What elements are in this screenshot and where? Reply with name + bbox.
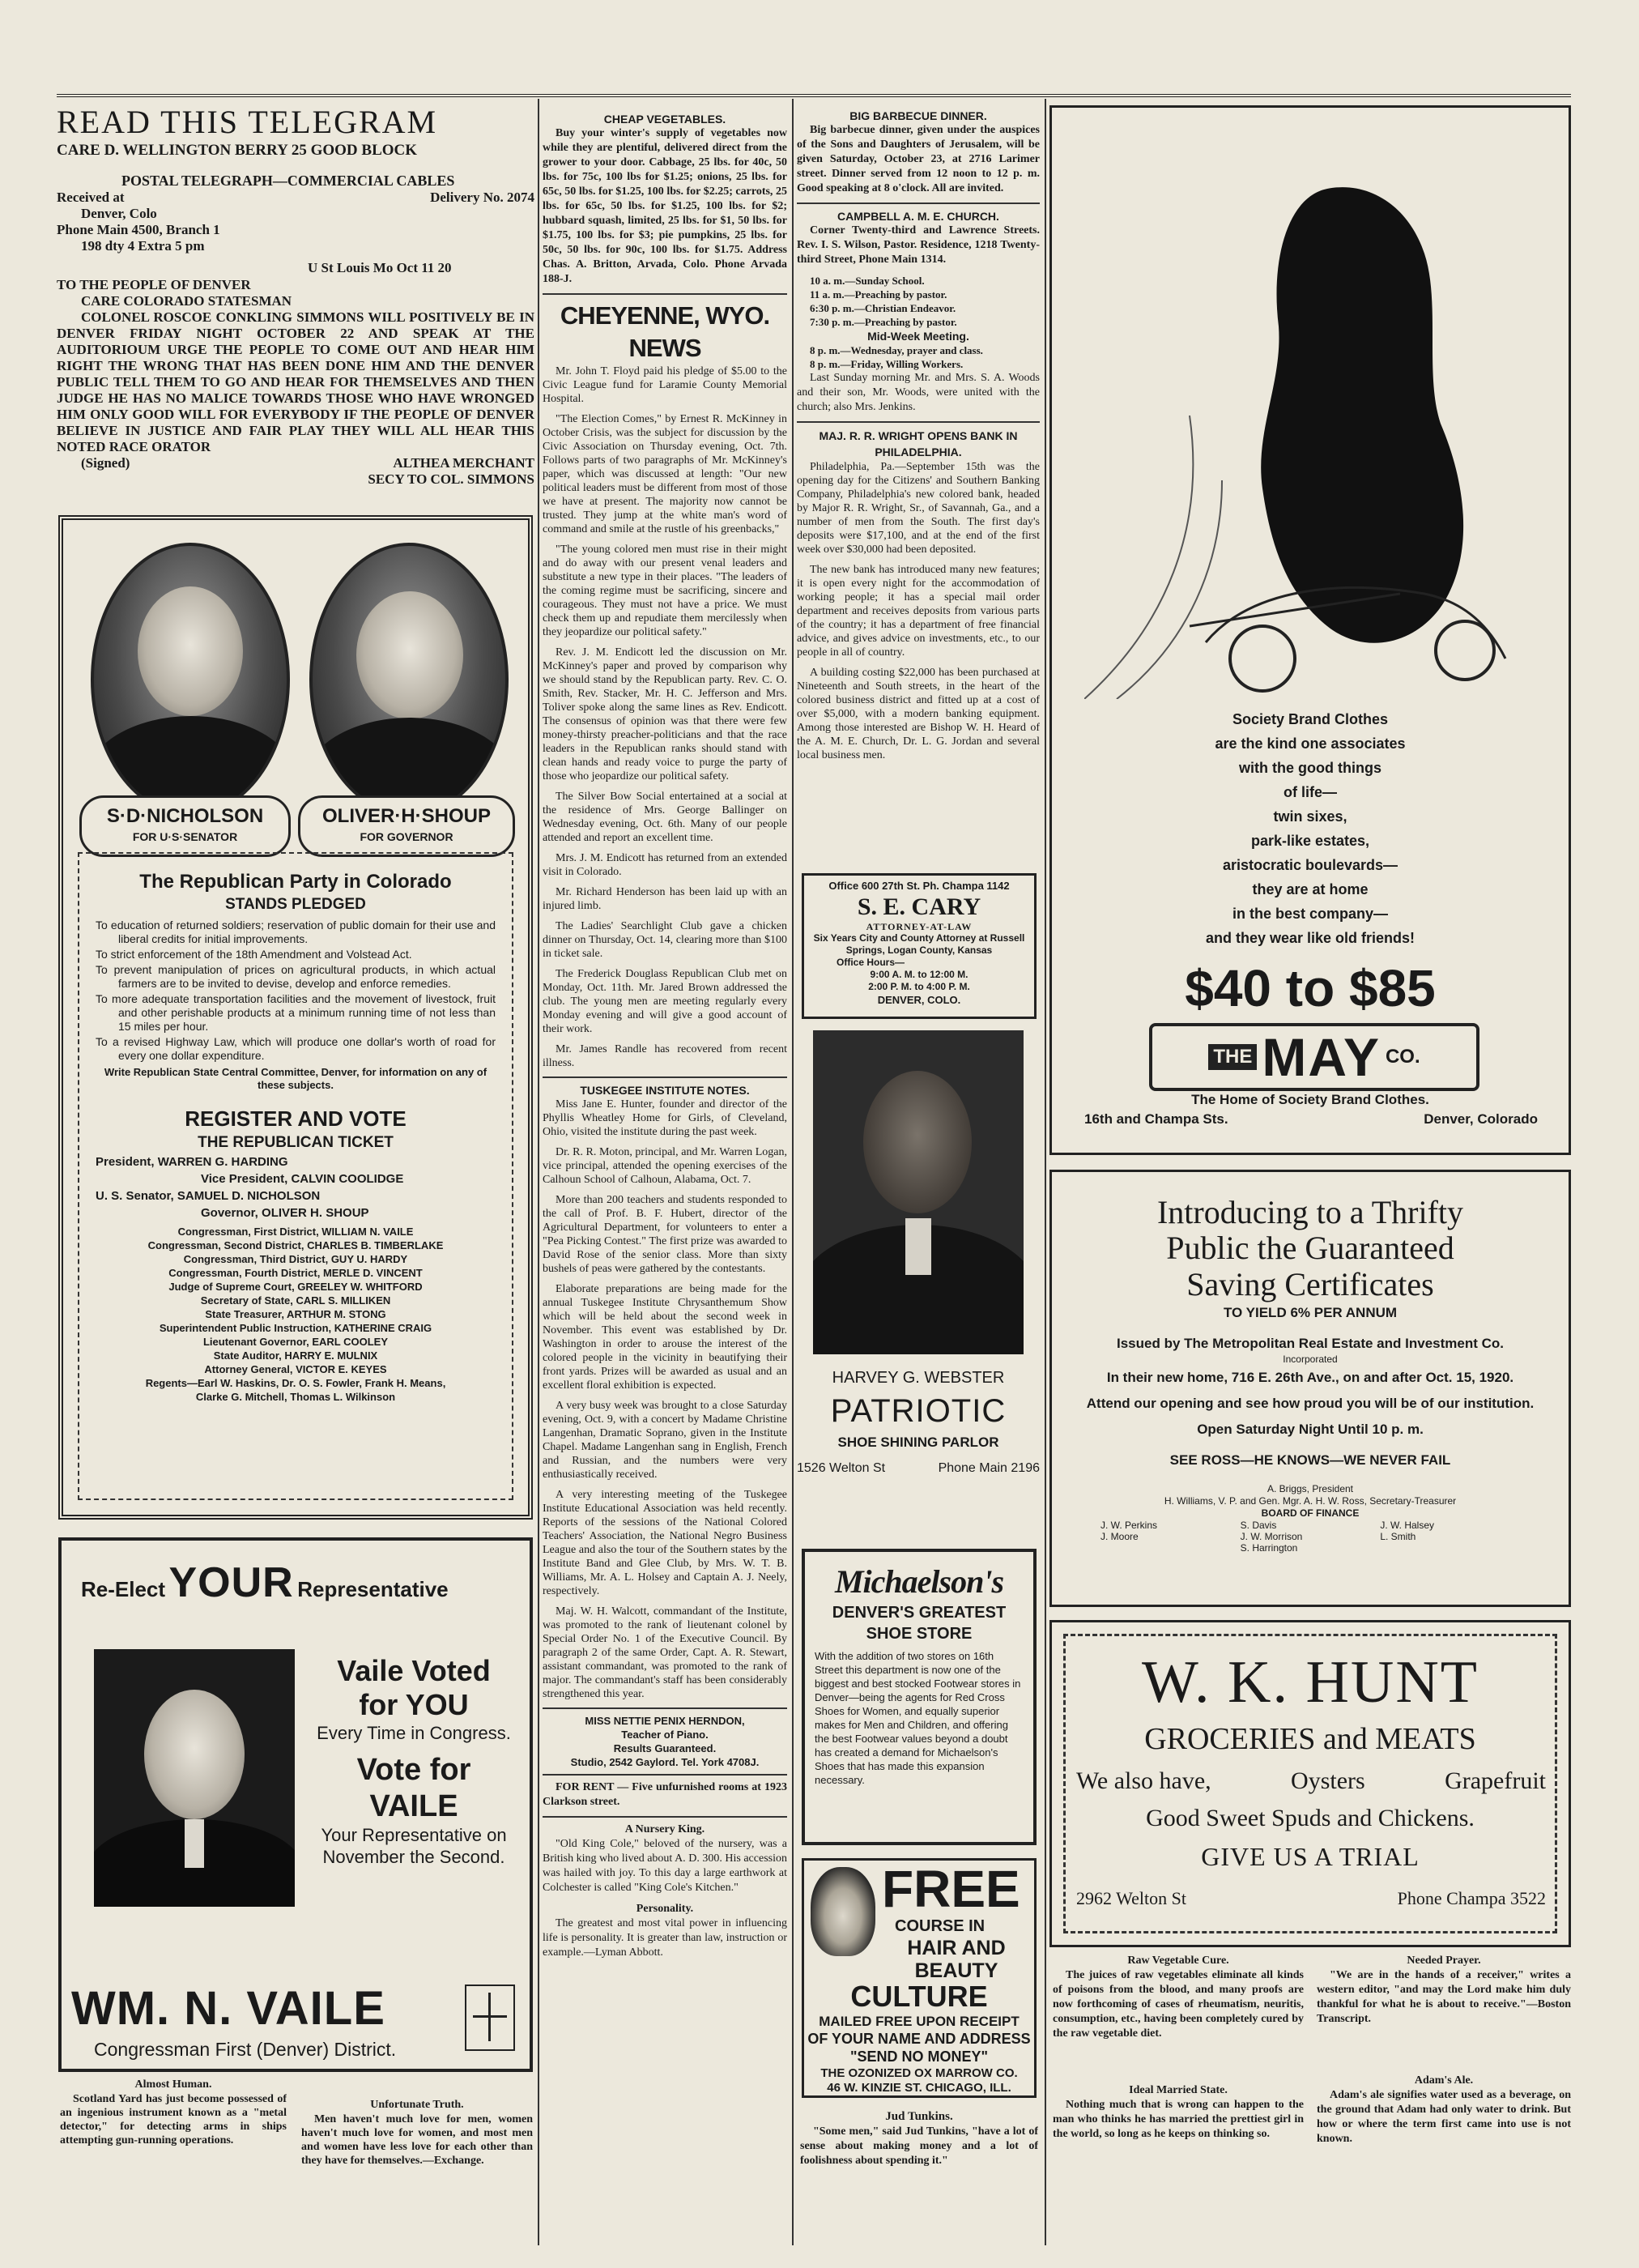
officer-item: Regents—Earl W. Haskins, Dr. O. S. Fowler, Frank H. Means, [145,1377,446,1389]
officer-item: Congressman, First District, WILLIAM N. VAILE [177,1226,414,1238]
new-home: In their new home, 716 E. 26th Ave., on and after Oct. 15, 1920. [1106,1370,1514,1385]
webster-ad [797,1030,1040,1565]
hunt-addr: 2962 Welton St [1076,1888,1186,1908]
jud-title: Jud Tunkins. [885,2110,953,2123]
senator: U. S. Senator, SAMUEL D. NICHOLSON [96,1189,321,1203]
almost-human [60,2078,287,2240]
vaile-text [304,1654,523,1868]
top-rule [57,94,1571,97]
midweek-text: Last Sunday morning Mr. and Mrs. S. A. Woods and their son, Mr. Woods, were united with the church; also Mrs. Jenkins. [797,372,1040,413]
prayer-text: "We are in the hands of a receiver," writes a western editor, "and may the Lord make him duly thankful for what he is about to receive."—Boston Transcript. [1317,1969,1571,2025]
cheyenne-paragraph: Mr. John T. Floyd paid his pledge of $5.00 to the Civic League fund for Laramie County Memorial Hospital. [543,365,787,405]
shoup-banner [298,795,515,857]
cary-h2: 2:00 P. M. to 4:00 P. M. [868,981,970,992]
woman-illustration [811,1867,875,1956]
briggs: A. Briggs, President [1266,1483,1354,1494]
pledge-item: To a revised Highway Law, which will produce one dollar's worth of road for every one dollar expenditure. [96,1035,496,1062]
midweek-item: 8 p. m.—Friday, Willing Workers. [810,358,964,370]
attend: Attend our opening and see how proud you will be of our institution. [1086,1396,1535,1411]
wright-paragraph: The new bank has introduced many new features; it is open every night for the accommodation of working people; it has a special mail order department and receives deposits from various parts of the country; it has a department of free financial advice, and gives advice on investments, etc., to our people in all of country. [797,564,1040,659]
cary-city: DENVER, COLO. [877,994,961,1006]
truth-text: Men haven't much love for men, women haven't much love for women, and most men and women have less love for each other than they have for themselves.—Exchange. [301,2113,533,2167]
board-member: S. Harrington [1240,1542,1298,1554]
banner-left: S·D·NICHOLSON [106,805,264,827]
republican-body [96,870,496,1404]
tuskegee-paragraph: Maj. W. H. Walcott, commandant of the Institute, was promoted to the rank of lieutenant colonel by Special Order No. 1 of the Executive Council. By paragraph 2 of the same Order, Capt. A. R. Stewart, assistant commandant, was promoted to the rank of major. The commandant's staff has been considerably strengthened this year. [543,1605,787,1700]
ale-text: Adam's ale signifies water used as a beverage, on the ground that Adam had only water to drink. But how or where the term first came into use is not known. [1317,2089,1571,2145]
society-brand-line: are the kind one associates [1215,735,1406,752]
may-city: Denver, Colorado [1424,1111,1538,1127]
incorporated: Incorporated [1283,1354,1338,1365]
mailed-free: MAILED FREE UPON RECEIPT [819,2014,1020,2029]
tuskegee-paragraph: A very busy week was brought to a close Saturday evening, Oct. 9, with a concert by Madame Christine Langenhan, Dramatic Soprano, given in the Institute Chapel. Madame Langenhan sang in English, French and Russian, and the numbers were very enthusiastically received. [543,1400,787,1481]
board-member: J. W. Morrison [1240,1531,1303,1542]
hunt-spuds: Spuds and Chickens. [1271,1805,1475,1831]
truth-title: Unfortunate Truth. [370,2099,464,2111]
webster-addr: 1526 Welton St [797,1461,886,1475]
society-brand-copy [1052,707,1569,950]
representative: Representative [297,1577,449,1601]
pledge-item: To strict enforcement of the 18th Amendment and Volstead Act. [96,948,412,961]
column-rule [792,99,794,2245]
michaelson-name: Michaelson's [834,1563,1004,1600]
may-co: CO. [1385,1046,1420,1068]
pledge-item: To education of returned soldiers; reservation of public domain for their use and liberal credits for initial improvements. [96,919,496,945]
mich-text: With the addition of two stores on 16th Street this department is now one of the biggest and best stocked Footwear stores in Denver—being the agents for Red Cross Shoes for Women, and equally superior makes for Men and Children, and offering the best Footwear values beyond a doubt has created a demand for Michaelson's Shoes that has made this expansion necessary. [815,1650,1021,1786]
officer-item: State Treasurer, ARTHUR M. STONG [205,1308,386,1320]
webster-phone: Phone Main 2196 [938,1461,1040,1475]
hair-beauty: HAIR AND BEAUTY [907,1937,1006,1982]
telegram-received-row [57,190,534,206]
vaile-ad [58,1537,533,2072]
mich-sub1: DENVER'S GREATEST [832,1604,1007,1622]
officer-item: Secretary of State, CARL S. MILLIKEN [200,1294,391,1307]
thrift3: Saving Certificates [1186,1266,1434,1302]
telegram-dty: 198 dty 4 Extra 5 pm [81,238,205,254]
bbq-text: Big barbecue dinner, given under the auspices of the Sons and Daughters of Jerusalem, will be given Saturday, October 23, at 2716 Larimer street. Dinner served from 12 noon to 12 p. m. Good speaking at 8 o'clock. All are invited. [797,124,1040,194]
wright-article [797,460,1040,762]
your: YOUR [168,1559,294,1606]
wright-paragraph: A building costing $22,000 has been purchased at Nineteenth and South streets, in the heart of the colored business district and fitted up at a cost of over $5,000, with a modern banking equipment. Among those interested are Bishop W. H. Heard of the A. M. E. Church, Dr. L. G. Jordan and several local business men. [797,667,1040,761]
telegram-article [57,104,534,505]
telegram-message: COLONEL ROSCOE CONKLING SIMMONS WILL POSITIVELY BE IN DENVER FRIDAY NIGHT OCTOBER 22 AND SPEAK AT THE AUDITORIOUM URGE THE PEOPLE TO COME OUT AND HEAR HIM RIGHT THE WRONG THAT HAS BEEN DONE HIM AND THE DENVER PUBLIC TELL THEM TO GO AND HEAR FOR THEMSELVES AND THEN JUDGE HE HAS NO MALICE TOWARDS THOSE WHO HAVE WRONGED HIM ONLY GOOD WILL FOR EVERYBODY IF THE PEOPLE OF DENVER BELIEVE IN JUSTICE AND FAIR PLAY THEY WILL ALL HEAR THIS NOTED RACE ORATOR [57,309,534,454]
webster-title: PATRIOTIC [830,1393,1007,1429]
officer-item: Clarke G. Mitchell, Thomas L. Wilkinson [195,1391,396,1403]
telegram-to2: CARE COLORADO STATESMAN [81,293,292,309]
cheyenne-title: CHEYENNE, WYO. NEWS [560,301,770,362]
officer-item: Attorney General, VICTOR E. KEYES [204,1363,387,1375]
webster-name: HARVEY G. WEBSTER [832,1369,1005,1387]
thrift2: Public the Guaranteed [1166,1230,1454,1266]
republican-title: The Republican Party in Colorado [139,871,452,893]
officer-item: Lieutenant Governor, EARL COOLEY [202,1336,388,1348]
vaile-name: WM. N. VAILE [71,1982,385,2035]
veg-title: CHEAP VEGETABLES. [603,113,726,126]
telegram-phone: Phone Main 4500, Branch 1 [57,222,220,237]
voted2: for YOU [359,1688,469,1721]
jud-tunkins [800,2109,1038,2247]
adams-ale [1317,2074,1571,2244]
society-brand-line: Society Brand Clothes [1232,711,1389,727]
officer-item: Superintendent Public Instruction, KATHERINE CRAIG [159,1322,432,1334]
tuskegee-paragraph: Dr. R. R. Moton, principal, and Mr. Warren Logan, vice principal, attended the opening exercises of the Calhoun School of Calhoun, Alabama, Oct. 7. [543,1146,787,1186]
church-schedule [797,274,1040,329]
cheyenne-paragraph: "The young colored men must rise in their might and do away with our present venal leaders and substitute a new type in their places. "The leaders of the coming regime must be sacrificing, sincere and courageous. They must not have a price. We must check them up and repudiate them mercilessly when they jeopardize our political safety." [543,544,787,638]
telegram-place: Denver, Colo [81,206,157,221]
mich-sub2: SHOE STORE [866,1625,973,1643]
send-no-money: "SEND NO MONEY" [849,2048,989,2065]
telegram-sign-row [57,455,534,471]
midweek-title: Mid-Week Meeting. [867,330,969,343]
may-addr-row [1084,1111,1538,1128]
see-ross: SEE ROSS—HE KNOWS—WE NEVER FAIL [1169,1452,1451,1468]
board-member: J. W. Halsey [1380,1520,1435,1531]
telegram-to1: TO THE PEOPLE OF DENVER [57,277,251,292]
midweek-items [797,343,1040,371]
pledge-item: To prevent manipulation of prices on agricultural products, in which actual farmers are to be invited to devise, develop and enforce remedies. [96,963,496,990]
schedule-item: 6:30 p. m.—Christian Endeavor. [810,302,956,314]
officer-item: Congressman, Third District, GUY U. HARDY [183,1253,408,1265]
needed-prayer [1317,1954,1571,2067]
raw-vegetable [1053,1954,1304,2075]
banner-right-sub: FOR GOVERNOR [360,830,453,843]
may-home: The Home of Society Brand Clothes. [1191,1092,1429,1107]
society-brand-line: with the good things [1239,760,1381,776]
cheyenne-paragraph: Rev. J. M. Endicott led the discussion on Mr. McKinney's paper and proved by comparison why we should stand by the Republican party. Rev. C. O. Smith, Rev. Stacker, Mr. H. C. Jefferson and Mrs. Toliver spoke along the same lines as Rev. Endicott. The consensus of opinion was that there were few money-thirsty preacher-politicians and that the race leaders in the Republican ranks should stand with clean hands and ready voice to purge the party of those who jeopardize our political safety. [543,646,787,782]
michaelson-ad [802,1549,1037,1845]
cary-h1: 9:00 A. M. to 12:00 M. [870,969,968,980]
cary-office: Office 600 27th St. Ph. Champa 1142 [828,880,1010,892]
hunt-name: W. K. HUNT [1141,1649,1479,1716]
tuskegee-paragraph: More than 200 teachers and students responded to the call of Prof. B. F. Hubert, director of the Agricultural Department, for volunteers to enter a "Pea Picking Contest." The first prize was awarded to David Rose of the senior class. More than sixty bushels of peas were gathered by the contestants. [543,1194,787,1275]
telegram-sig1: ALTHEA MERCHANT [393,455,534,471]
ticket: THE REPUBLICAN TICKET [198,1134,394,1151]
almost-text: Scotland Yard has just become possessed of an ingenious instrument known as a "metal detector," for detecting arms in ships attempting gun-running operations. [60,2093,287,2146]
cheyenne-paragraph: Mr. Richard Henderson has been laid up with an injured limb. [543,886,787,912]
open-saturday: Open Saturday Night Until 10 p. m. [1197,1422,1424,1437]
hunt-also: We also have, [1076,1767,1211,1794]
may-co-ad [1049,105,1571,1155]
every-time: Every Time in Congress. [317,1723,511,1743]
culture: CULTURE [850,1980,988,2013]
vaile-portrait [94,1649,295,1907]
nicholson-portrait [91,543,290,816]
nicholson-banner [79,795,291,857]
thrift1: Introducing to a Thrifty [1156,1194,1464,1230]
prayer-title: Needed Prayer. [1407,1955,1481,1967]
cary-hours: Office Hours— [837,957,905,968]
kinzie: 46 W. KINZIE ST. CHICAGO, ILL. [827,2081,1011,2095]
officer-item: Judge of Supreme Court, GREELEY W. WHITFORD [168,1281,423,1293]
society-brand-line: of life— [1284,784,1337,800]
cheyenne-paragraph: "The Election Comes," by Ernest R. McKinney in October Crisis, was the subject for discussion by the Civic Association on Thursday evening, Oct. 7th. Follows parts of two paragraphs of Mr. McKinney's paper, which was discussed at length: "Our new political leaders must be different from most of those we have at present. The majority now cannot be trusted. They jump at the white man's word of command and smile at the rustle of his greenbacks," [543,413,787,535]
reelect-row [81,1558,518,1607]
society-brand-line: park-like estates, [1250,833,1370,849]
cary-title: ATTORNEY-AT-LAW [866,921,973,932]
tuskegee-notes [543,1098,787,1701]
may-the: THE [1208,1044,1257,1070]
column-rule [1045,99,1046,2245]
price: $40 to $85 [1185,959,1436,1017]
banner-right: OLIVER·H·SHOUP [321,805,491,827]
jud-text: "Some men," said Jud Tunkins, "have a lot of sense about making money and a lot of foolishness about spending it." [800,2125,1038,2167]
personality-title: Personality. [636,1903,694,1915]
hunt-good: Good Sweet [1146,1805,1266,1831]
cheyenne-paragraph: Mr. James Randle has recovered from recent illness. [543,1043,787,1069]
married-text: Nothing much that is wrong can happen to the man who thinks he has married the prettiest girl in the world, so long as he keeps on thinking so. [1053,2099,1304,2140]
campbell-title: CAMPBELL A. M. E. CHURCH. [837,210,999,223]
may-addr: 16th and Champa Sts. [1084,1111,1228,1127]
telegram-sig2: SECY TO COL. SIMMONS [368,471,534,487]
column-2 [543,112,787,2250]
register-vote: REGISTER AND VOTE [185,1106,407,1131]
free-course-ad [802,1858,1037,2098]
republican-ad [58,515,533,1520]
board-names [1052,1520,1569,1554]
president: President, WARREN G. HARDING [96,1155,288,1169]
society-brand-line: twin sixes, [1273,808,1347,825]
cheyenne-paragraph: The Ladies' Searchlight Club gave a chicken dinner on Thursday, Oct. 14, clearing more than $100 in ticket sale. [543,920,787,960]
may-name: MAY [1262,1027,1381,1087]
board-member [1100,1542,1241,1554]
telegram-signed: (Signed) [81,455,130,471]
tuskegee-paragraph: Miss Jane E. Hunter, founder and director of the Phyllis Wheatley Home for Girls, of Cleveland, Ohio, visited the institute during the past week. [543,1098,787,1138]
tuskegee-paragraph: A very interesting meeting of the Tuskegee Institute Educational Association was held recently. Reports of the sessions of the National Colored Teachers' Association, the National Negro Business League and also the tour of the Southern states by the Institute Band and Glee Club, by Mrs. W. T. B. Williams, Mr. A. L. Holsey and Captain A. J. Neely, respectively. [543,1489,787,1597]
yield: TO YIELD 6% PER ANNUM [1223,1305,1398,1320]
cheyenne-paragraph: The Silver Bow Social entertained at a social at the residence of Mrs. George Ballinger on Wednesday evening, Oct. 6th. Many of our people attended and report an excellent time. [543,791,787,844]
piano-line4: Studio, 2542 Gaylord. Tel. York 4708J. [570,1756,760,1768]
married-title: Ideal Married State. [1129,2084,1228,2096]
board-member: L. Smith [1380,1531,1416,1542]
board-member: J. W. Perkins [1100,1520,1158,1531]
officers-line: H. Williams, V. P. and Gen. Mgr. A. H. W. Ross, Secretary-Treasurer [1164,1495,1457,1507]
may-logo [1149,1023,1479,1091]
bbq-title: BIG BARBECUE DINNER. [849,109,987,122]
hunt-phone: Phone Champa 3522 [1397,1888,1546,1908]
schedule-item: 7:30 p. m.—Preaching by pastor. [810,316,957,328]
hunt-good-row [1052,1802,1569,1835]
reelect: Re-Elect [81,1577,166,1601]
vaile-short: VAILE [369,1789,458,1823]
thrift-ad [1049,1170,1571,1607]
ballot-box [465,1985,515,2051]
telegram-delivery: Delivery No. 2074 [430,190,534,205]
issued: Issued by The Metropolitan Real Estate and Investment Co. [1117,1336,1504,1351]
society-brand-line: in the best company— [1232,906,1389,922]
piano-line1: MISS NETTIE PENIX HERNDON, [585,1715,745,1727]
cheyenne-news [543,364,787,1070]
vice-president: Vice President, CALVIN COOLIDGE [201,1172,404,1186]
raw-text: The juices of raw vegetables eliminate all kinds of poisons from the blood, and many proofs are now forthcoming of cases of rheumatism, neuritis, consumption, etc., having been completely cured by the raw vegetable diet. [1053,1969,1304,2040]
column-3-top [797,109,1040,870]
cary-name: S. E. CARY [857,893,981,920]
hunt-trial: GIVE US A TRIAL [1201,1842,1420,1871]
ozonized: THE OZONIZED OX MARROW CO. [820,2066,1018,2080]
society-brand-line: they are at home [1252,881,1369,897]
cary-text: Six Years City and County Attorney at Russell Springs, Logan County, Kansas [813,932,1025,956]
telegram-care: CARE D. WELLINGTON BERRY 25 GOOD BLOCK [57,142,418,159]
cheyenne-paragraph: Mrs. J. M. Endicott has returned from an extended visit in Colorado. [543,852,787,878]
pledge-item: To more adequate transportation facilities and the movement of livestock, fruit and other perishable products at a minimum running time of not less than 15 miles per hour. [96,992,496,1033]
vaile-district: Congressman First (Denver) District. [94,2039,397,2060]
wright-paragraph: Philadelphia, Pa.—September 15th was the opening day for the Citizens' and Southern Banking Company, Philadelphia's new colored bank, headed by Major R. R. Wright, Sr., of Savannah, Ga., and a number of men from the South. The first day's deposits were $17,100, and at the end of the first week over $30,000 had been deposited. [797,461,1040,556]
car-illustration [1084,140,1538,699]
republican-pledged: STANDS PLEDGED [225,896,366,913]
telegram-company: POSTAL TELEGRAPH—COMMERCIAL CABLES [121,173,455,189]
officer-item: Congressman, Second District, CHARLES B. TIMBERLAKE [147,1239,444,1251]
officer-item: Congressman, Fourth District, MERLE D. VINCENT [168,1267,423,1279]
webster-sub: SHOE SHINING PARLOR [837,1435,999,1450]
piano-line3: Results Guaranteed. [613,1742,717,1754]
hunt-groceries: GROCERIES and MEATS [1144,1722,1476,1756]
board-member: S. Davis [1240,1520,1277,1531]
tuskegee-title: TUSKEGEE INSTITUTE NOTES. [580,1084,750,1097]
cary-ad [802,873,1037,1019]
hunt-contact [1076,1886,1546,1911]
webster-contact [797,1460,1040,1477]
officer-item: State Auditor, HARRY E. MULNIX [213,1349,378,1362]
personality-text: The greatest and most vital power in influencing life is personality. It is greater than law, instruction or example.—Lyman Abbott. [543,1917,787,1959]
married-state [1053,2083,1304,2245]
unfortunate-truth [301,2098,533,2244]
board-member: J. Moore [1100,1531,1139,1542]
almost-title: Almost Human. [134,2078,212,2091]
veg-text: Buy your winter's supply of vegetables now while they are plentiful, delivered direct from the grower to your door. Cabbage, 25 lbs. for 40c, 50 lbs. for 75c, 100 lbs for $1.25; onions, 25 lbs. for 65c, 50 lbs. for $1.25, 100 lbs. for $2.25; carrots, 25 lbs. for 65c, 50 lbs. for $1.25, 100 lbs. for $2; hubbard squash, limited, 25 lbs. for $1, 50 lbs. for $1.75, 100 lbs. for $3; pie pumpkins, 25 lbs. for 50c, 50 lbs. for 90c, 100 lbs. for $1.75. Address Chas. A. Britton, Arvada, Colo. Phone Arvada 188-J. [543,127,787,285]
banner-left-sub: FOR U·S·SENATOR [132,830,238,843]
piano-line2: Teacher of Piano. [621,1729,709,1741]
telegram-title: READ THIS TELEGRAM [57,104,438,140]
society-brand-line: and they wear like old friends! [1205,930,1416,946]
campbell-text: Corner Twenty-third and Lawrence Streets. Rev. I. S. Wilson, Pastor. Residence, 1218 Twenty-third Street, Phone Main 1314. [797,224,1040,266]
tuskegee-paragraph: Elaborate preparations are being made for the annual Tuskegee Institute Chrysanthemum Show which will be held about the second week in November. This event was established by Dr. Washington in order to arouse the interest of the colored people in the vicinity in beautifying their front yards. Prizes will be awarded as usual and an excellent floral exhibition is expected. [543,1283,787,1392]
governor: Governor, OLIVER H. SHOUP [201,1206,369,1220]
telegram-received: Received at [57,190,125,205]
voted1: Vaile Voted [337,1654,491,1687]
republican-write: Write Republican State Central Committee, Denver, for information on any of these subjects. [104,1066,487,1091]
officer-list [96,1225,496,1404]
wright-title: MAJ. R. R. WRIGHT OPENS BANK IN PHILADELPHIA. [819,429,1018,458]
hunt-also-row [1076,1765,1546,1797]
column-rule [538,99,539,2245]
hunt-ad [1049,1620,1571,1947]
vote-for: Vote for [356,1753,471,1787]
board-finance: BOARD OF FINANCE [1261,1507,1360,1519]
raw-title: Raw Vegetable Cure. [1127,1955,1229,1967]
your-rep: Your Representative on November the Second. [321,1825,507,1867]
ale-title: Adam's Ale. [1414,2074,1474,2087]
pledge-list [96,919,496,1063]
telegram-origin: U St Louis Mo Oct 11 20 [308,260,452,275]
society-brand-line: aristocratic boulevards— [1222,857,1398,873]
course-in: COURSE IN [895,1917,986,1935]
shoup-portrait [309,543,509,816]
for-rent: FOR RENT — Five unfurnished rooms at 1923 Clarkson street. [543,1781,787,1808]
board-member [1380,1542,1520,1554]
schedule-item: 11 a. m.—Preaching by pastor. [810,288,947,301]
free-word: FREE [882,1860,1020,1918]
hunt-grape: Grapefruit [1445,1767,1546,1794]
midweek-item: 8 p. m.—Wednesday, prayer and class. [810,344,983,356]
webster-portrait [813,1030,1024,1354]
schedule-item: 10 a. m.—Sunday School. [810,275,925,287]
nursery-text: "Old King Cole," beloved of the nursery, was a British king who lived about A. D. 300. His accession was hailed with joy. To this day a large earthwork at Colchester is called "King Cole's Kitchen." [543,1838,787,1894]
name-address: OF YOUR NAME AND ADDRESS [807,2031,1031,2047]
hunt-oysters: Oysters [1291,1767,1365,1794]
nursery-title: A Nursery King. [624,1823,705,1835]
cheyenne-paragraph: The Frederick Douglass Republican Club met on Monday, Oct. 11th. Mr. Jared Brown addressed the club. The young men are meeting regularly every Monday evening and will give a good account of their work. [543,968,787,1035]
